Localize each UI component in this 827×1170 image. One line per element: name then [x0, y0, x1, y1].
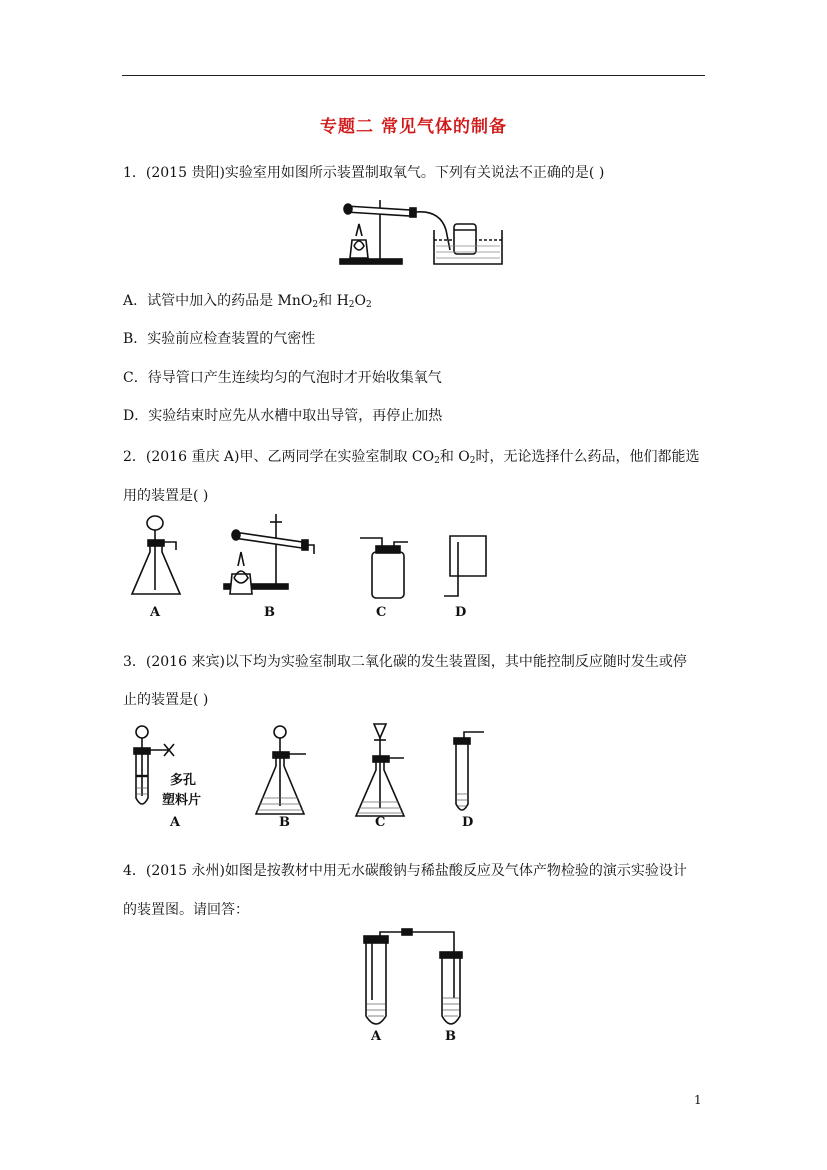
q3-stem: 3．(2016 来宾)以下均为实验室制取二氧化碳的发生装置图，其中能控制反应随时发生或停	[123, 654, 687, 670]
q1-option-a: A．试管中加入的药品是 MnO$_2$和 $H_2O_2$	[123, 293, 372, 310]
q2-label-a: A	[150, 605, 161, 620]
q2-stem: 2．(2016 重庆 A)甲、乙两同学在实验室制取 $CO_2$和 $O_2$时，无论选择什么药品，他们都能选	[123, 449, 700, 466]
q3-co2-apparatus-figure	[128, 718, 498, 833]
q3-plate-label-2: 塑料片	[162, 793, 202, 808]
q3-stem-continued: 止的装置是( )	[123, 692, 209, 708]
q4-stem: 4．(2015 永州)如图是按教材中用无水碳酸钠与稀盐酸反应及气体产物检验的演示实验设计	[123, 863, 687, 879]
q1-stem: 1．(2015 贵阳)实验室用如图所示装置制取氧气。下列有关说法不正确的是( )	[123, 165, 605, 181]
q3-plate-label-1: 多孔	[170, 773, 197, 788]
q2-label-d: D	[455, 605, 467, 620]
page-number: 1	[694, 1093, 702, 1107]
q3-label-a: A	[170, 815, 181, 830]
q2-stem-continued: 用的装置是( )	[123, 488, 209, 504]
q1-option-b: B．实验前应检查装置的气密性	[123, 331, 316, 347]
q1-option-d: D．实验结束时应先从水槽中取出导管，再停止加热	[123, 408, 443, 424]
q4-stem-continued: 的装置图。请回答：	[123, 902, 249, 918]
q4-label-b: B	[445, 1029, 456, 1044]
q2-label-c: C	[376, 605, 387, 620]
q2-apparatus-figure	[128, 512, 498, 622]
q4-apparatus-figure	[356, 928, 466, 1044]
q1-oxygen-apparatus-figure	[336, 196, 506, 268]
q3-label-b: B	[279, 815, 290, 830]
header-rule	[122, 75, 705, 76]
q3-label-c: C	[375, 815, 386, 830]
q4-label-a: A	[371, 1029, 382, 1044]
q1-option-c: C．待导管口产生连续均匀的气泡时才开始收集氧气	[123, 370, 442, 386]
page-title: 专题二 常见气体的制备	[320, 117, 507, 137]
q3-label-d: D	[462, 815, 474, 830]
q2-label-b: B	[264, 605, 275, 620]
